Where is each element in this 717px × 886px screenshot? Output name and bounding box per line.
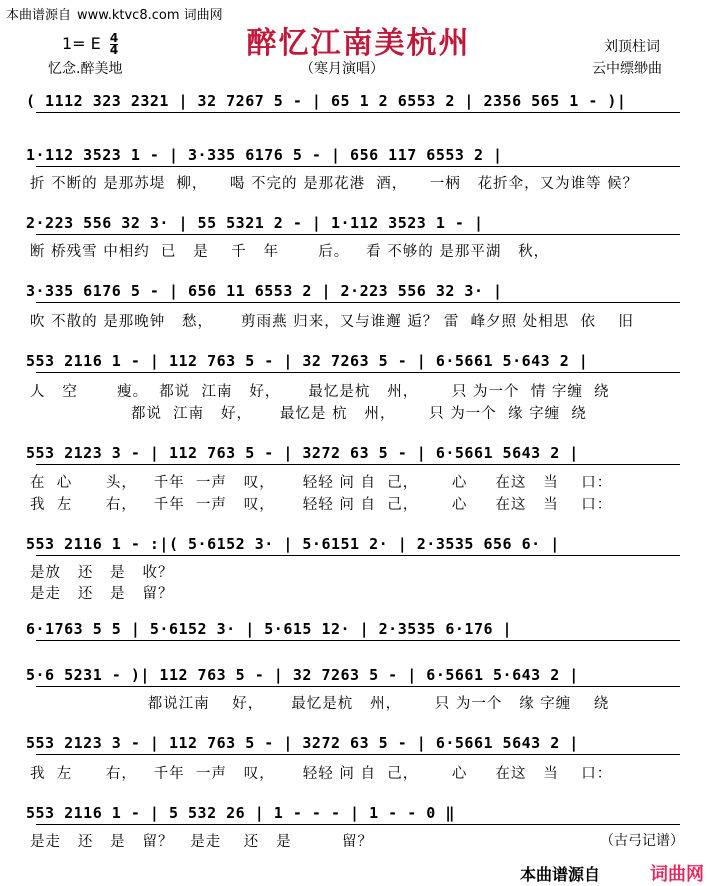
notation-row: 1·112 3523 1 - | 3·335 6176 5 - | 656 117 6553 2 | [26,146,690,164]
lyric-line: 是走 还 是 留？ [30,586,174,602]
notation-row: 5·6 5231 - )| 112 763 5 - | 32 7263 5 - | 6·5661 5·643 2 | [26,666,690,684]
notation-row: 553 2116 1 - | 5 532 26 | 1 - - - | 1 - - 0 ‖ [26,804,690,822]
time-bottom: 4 [109,43,119,57]
time-top: 4 [109,31,119,45]
notation-row: 3·335 6176 5 - | 656 11 6553 2 | 2·223 556 32 3· | [26,282,690,300]
notation-row: 553 2116 1 - | 112 763 5 - | 32 7263 5 - | 6·5661 5·643 2 | [26,352,690,370]
transcriber-credit: （古弓记谱） [600,833,684,849]
notation-row: 553 2123 3 - | 112 763 5 - | 3272 63 5 - | 6·5661 5643 2 | [26,444,690,462]
lyric-line: 我 左 右， 千年 一声 叹， 轻轻 问 自 己， 心 在这 当 口： [30,497,613,513]
lyric-line: 都说江南 好， 最忆是杭 州， 只 为一个 缘 字缠 绕 [30,696,610,712]
mood-marking: 忆念.醉美地 [48,61,123,77]
singer: （寒月演唱） [300,61,384,77]
notation-row: 2·223 556 32 3· | 55 5321 2 - | 1·112 3523 1 - | [26,214,690,232]
notation-row: 553 2116 1 - :|( 5·6152 3· | 5·6151 2· | 2·3535 656 6· | [26,535,690,553]
lyric-line: 折 不断的 是那苏堤 柳， 喝 不完的 是那花港 酒， 一柄 花折伞，又为谁等 候？ [30,176,639,192]
song-title: 醉忆江南美杭州 [246,26,471,61]
watermark-source: 本曲谱源自 [6,8,72,23]
notation-row: 6·1763 5 5 | 5·6152 3· | 5·615 12· | 2·3535 6·176 | [26,620,690,638]
lyric-line: 吹 不散的 是那晚钟 愁， 剪雨燕 归来，又与谁邂 逅？ 雷 峰夕照 处相思 依 旧 [30,314,634,330]
lyric-line: 人 空 瘦。 都说 江南 好， 最忆是杭 州， 只 为一个 情 字缠 绕 [30,384,610,400]
bottom-watermark-site: 词曲网 [650,864,704,885]
bottom-watermark-source: 本曲谱源自 [520,865,601,884]
lyric-line: 在 心 头， 千年 一声 叹， 轻轻 问 自 己， 心 在这 当 口： [30,475,613,491]
key-label: 1= E [62,34,101,53]
notation-row: ( 1112 323 2321 | 32 7267 5 - | 65 1 2 6553 2 | 2356 565 1 - )| [26,92,690,110]
lyric-line: 是走 还 是 留？ 是走 还 是 留？ [30,834,374,850]
lyric-line: 都说 江南 好， 最忆是 杭 州， 只 为一个 缘 字缠 绕 [30,406,587,422]
lyric-line: 断 桥残雪 中相约 已 是 千 年 后。 看 不够的 是那平湖 秋， [30,244,550,260]
watermark-site: www.ktvc8.com 词曲网 [77,8,223,23]
lyric-line: 我 左 右， 千年 一声 叹， 轻轻 问 自 己， 心 在这 当 口： [30,766,613,782]
notation-row: 553 2123 3 - | 112 763 5 - | 3272 63 5 - | 6·5661 5643 2 | [26,734,690,752]
composer: 云中缥缈曲 [592,61,662,77]
lyricist: 刘顶柱词 [604,39,660,55]
lyric-line: 是放 还 是 收？ [30,565,174,581]
